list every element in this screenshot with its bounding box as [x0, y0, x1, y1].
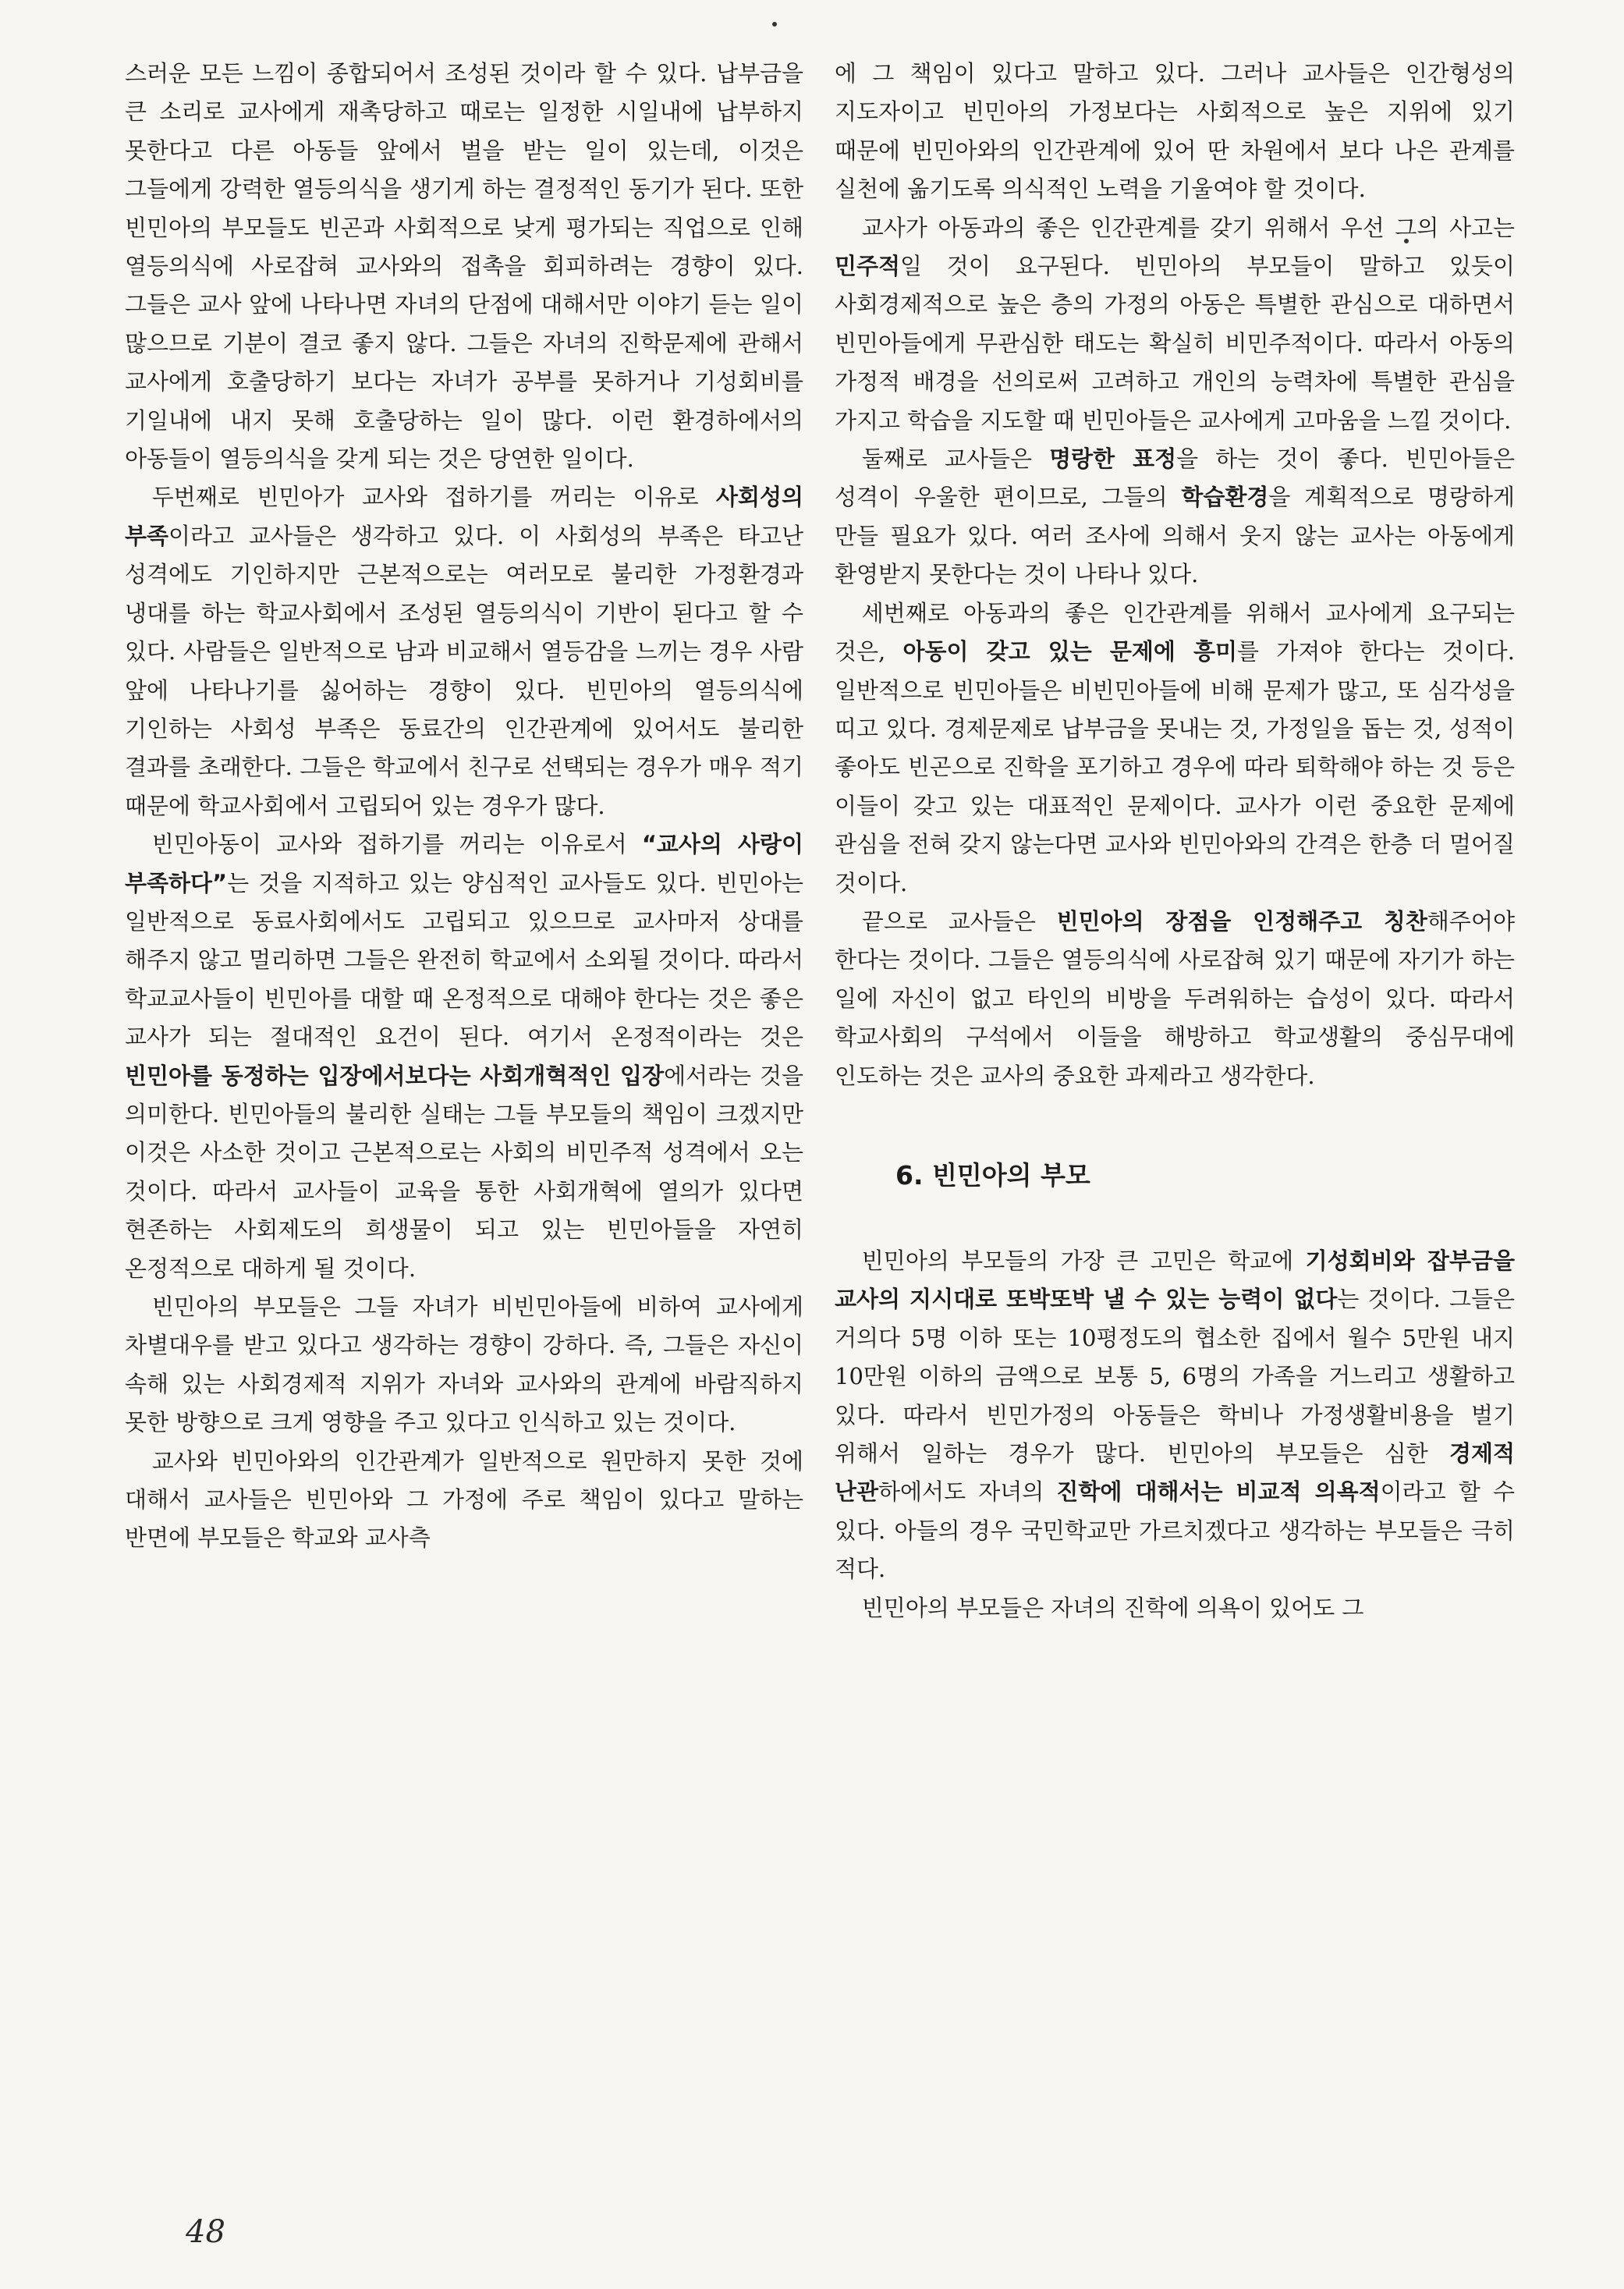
body-paragraph: 빈민아의 부모들은 그들 자녀가 비빈민아들에 비하여 교사에게 차별대우를 받고 있다고 생각하는 경향이 강하다. 즉, 그들은 자신이 속해 있는 사회경제적 지위가 자녀와 교사와의 관계에 바람직하지 못한 방향으로 크게 영향을 주고 있다고 인식하고 있는 것이다. [125, 1294, 803, 1436]
body-paragraph: 세번째로 아동과의 좋은 인간관계를 위해서 교사에게 요구되는 것은, 아동이 갖고 있는 문제에 흥미를 가져야 한다는 것이다. 일반적으로 빈민아들은 비빈민아들에 비해 문제가 많고, 또 심각성을 띠고 있다. 경제문제로 납부금을 못내는 것, 가정일을 돕는 것, 성적이 좋아도 빈곤으로 진학을 포기하고 경우에 따라 퇴학해야 하는 것 등은 이들이 갖고 있는 대표적인 문제이다. 교사가 이런 중요한 문제에 관심을 전혀 갖지 않는다면 교사와 빈민아와의 간격은 한층 더 멀어질 것이다. [835, 599, 1515, 896]
body-paragraph: 에 그 책임이 있다고 말하고 있다. 그러나 교사들은 인간형성의 지도자이고 빈민아의 가정보다는 사회적으로 높은 지위에 있기 때문에 빈민아와의 인간관계에 있어 딴 차원에서 보다 나은 관계를 실천에 옮기도록 의식적인 노력을 기울여야 할 것이다. [835, 60, 1515, 203]
page-number: 48 [186, 2214, 225, 2250]
print-speck [772, 22, 777, 27]
body-paragraph: 끝으로 교사들은 빈민아의 장점을 인정해주고 칭찬해주어야 한다는 것이다. 그들은 열등의식에 사로잡혀 있기 때문에 자기가 하는 일에 자신이 없고 타인의 비방을 두려워하는 습성이 있다. 따라서 학교사회의 구석에서 이들을 해방하고 학교생활의 중심무대에 인도하는 것은 교사의 중요한 과제라고 생각한다. [835, 907, 1515, 1089]
body-paragraph: 빈민아의 부모들의 가장 큰 고민은 학교에 기성회비와 잡부금을 교사의 지시대로 또박또박 낼 수 있는 능력이 없다는 것이다. 그들은 거의다 5명 이하 또는 10평정도의 협소한 집에서 월수 5만원 내지 10만원 이하의 금액으로 보통 5, 6명의 가족을 거느리고 생활하고 있다. 따라서 빈민가정의 아동들은 학비나 가정생활비용을 벌기 위해서 일하는 경우가 많다. 빈민아의 부모들은 심한 경제적 난관하에서도 자녀의 진학에 대해서는 비교적 의욕적이라고 할 수 있다. 아들의 경우 국민학교만 가르치겠다고 생각하는 부모들은 극히 적다. [835, 1247, 1515, 1583]
right-text-column [835, 55, 1515, 1627]
body-paragraph: 빈민아동이 교사와 접하기를 꺼리는 이유로서 “교사의 사랑이 부족하다”는 것을 지적하고 있는 양심적인 교사들도 있다. 빈민아는 일반적으로 동료사회에서도 고립되고 있으므로 교사마저 상대를 해주지 않고 멀리하면 그들은 완전히 학교에서 소외될 것이다. 따라서 학교교사들이 빈민아를 대할 때 온정적으로 대해야 한다는 것은 좋은 교사가 되는 절대적인 요건이 된다. 여기서 온정적이라는 것은 빈민아를 동정하는 입장에서보다는 사회개혁적인 입장에서라는 것을 의미한다. 빈민아들의 불리한 실태는 그들 부모들의 책임이 크겠지만 이것은 사소한 것이고 근본적으로는 사회의 비민주적 성격에서 오는 것이다. 따라서 교사들이 교육을 통한 사회개혁에 열의가 있다면 현존하는 사회제도의 희생물이 되고 있는 빈민아들을 자연히 온정적으로 대하게 될 것이다. [125, 831, 804, 1282]
body-paragraph: 두번째로 빈민아가 교사와 접하기를 꺼리는 이유로 사회성의 부족이라고 교사들은 생각하고 있다. 이 사회성의 부족은 타고난 성격에도 기인하지만 근본적으로는 여러모로 불리한 가정환경과 냉대를 하는 학교사회에서 조성된 열등의식이 기반이 된다고 할 수 있다. 사람들은 일반적으로 남과 비교해서 열등감을 느끼는 경우 사람 앞에 나타나기를 싫어하는 경향이 있다. 빈민아의 열등의식에 기인하는 사회성 부족은 동료간의 인간관계에 있어서도 불리한 결과를 초래한다. 그들은 학교에서 친구로 선택되는 경우가 매우 적기 때문에 학교사회에서 고립되어 있는 경우가 많다. [125, 484, 803, 819]
body-paragraph: 빈민아의 부모들은 자녀의 진학에 의욕이 있어도 그 [861, 1594, 1364, 1621]
body-paragraph: 교사와 빈민아와의 인간관계가 일반적으로 원만하지 못한 것에 대해서 교사들은 빈민아와 그 가정에 주로 책임이 있다고 말하는 반면에 부모들은 학교와 교사측 [125, 1447, 803, 1552]
body-paragraph: 둘째로 교사들은 명랑한 표정을 하는 것이 좋다. 빈민아들은 성격이 우울한 편이므로, 그들의 학습환경을 계획적으로 명랑하게 만들 필요가 있다. 여러 조사에 의해서 웃지 않는 교사는 아동에게 환영받지 못한다는 것이 나타나 있다. [835, 445, 1515, 588]
body-paragraph: 교사가 아동과의 좋은 인간관계를 갖기 위해서 우선 그의 사고는 민주적일 것이 요구된다. 빈민아의 부모들이 말하고 있듯이 사회경제적으로 높은 층의 가정의 아동은 특별한 관심으로 대하면서 빈민아들에게 무관심한 태도는 확실히 비민주적이다. 따라서 아동의 가정적 배경을 선의로써 고려하고 개인의 능력차에 특별한 관심을 가지고 학습을 지도할 때 빈민아들은 교사에게 고마움을 느낄 것이다. [835, 214, 1515, 434]
section-heading: 6. 빈민아의 부모 [895, 1159, 1090, 1191]
body-paragraph: 스러운 모든 느낌이 종합되어서 조성된 것이라 할 수 있다. 납부금을 큰 소리로 교사에게 재촉당하고 때로는 일정한 시일내에 납부하지 못한다고 다른 아동들 앞에서 벌을 받는 일이 있는데, 이것은 그들에게 강력한 열등의식을 생기게 하는 결정적인 동기가 된다. 또한 빈민아의 부모들도 빈곤과 사회적으로 낮게 평가되는 직업으로 인해 열등의식에 사로잡혀 교사와의 접촉을 회피하려는 경향이 있다. 그들은 교사 앞에 나타나면 자녀의 단점에 대해서만 이야기 듣는 일이 많으므로 기분이 결코 좋지 않다. 그들은 자녀의 진학문제에 관해서 교사에게 호출당하기 보다는 자녀가 공부를 못하거나 기성회비를 기일내에 내지 못해 호출당하는 일이 많다. 이런 환경하에서의 아동들이 열등의식을 갖게 되는 것은 당연한 일이다. [125, 60, 803, 473]
left-text-column [125, 55, 803, 1558]
